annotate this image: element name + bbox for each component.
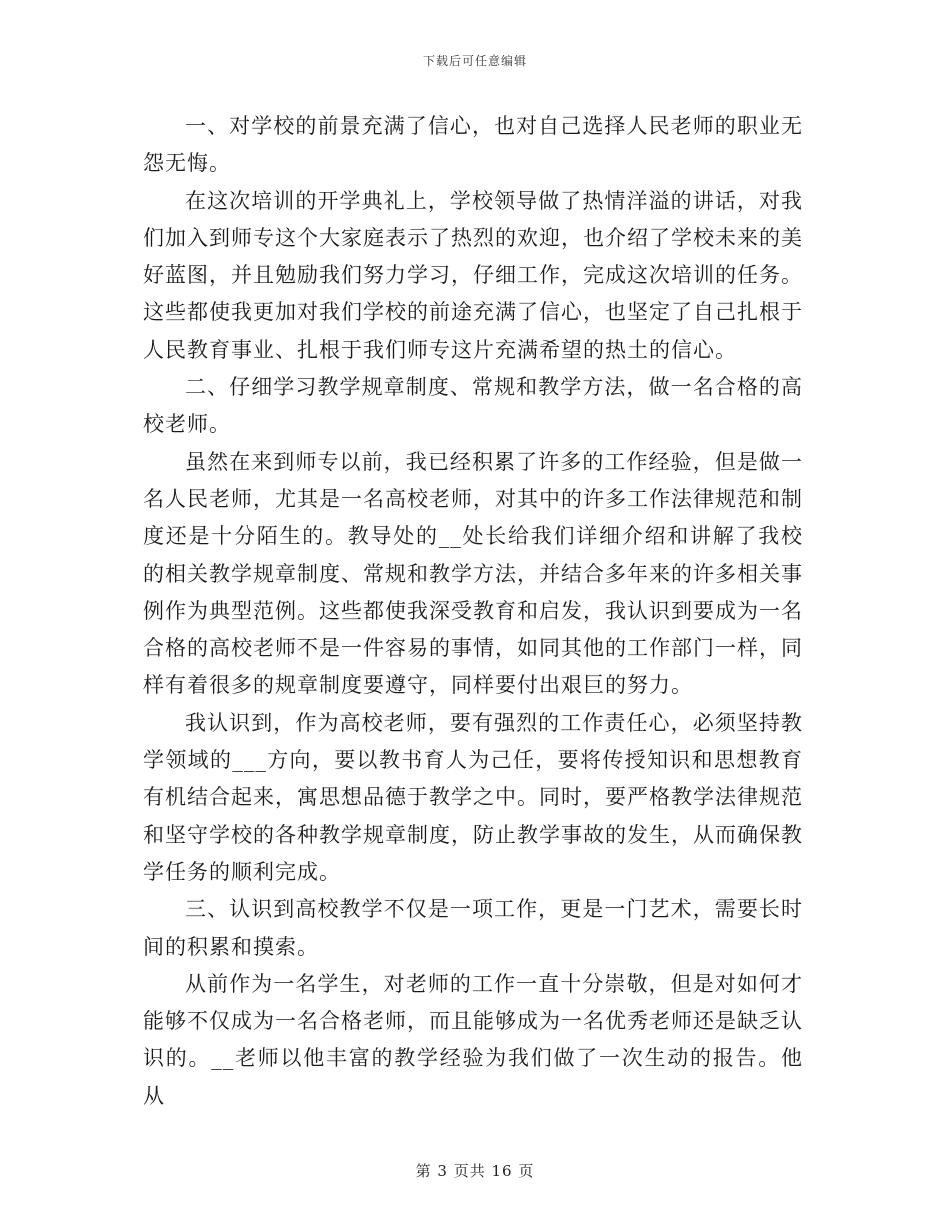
heading-paragraph-3: 三、认识到高校教学不仅是一项工作，更是一门艺术，需要长时间的积累和摸索。 (143, 897, 803, 959)
document-body (143, 108, 803, 1115)
body-paragraph-3: 我认识到，作为高校老师，要有强烈的工作责任心，必须坚持教学领域的___方向，要以教书育人为己任，要将传授知识和思想教育有机结合起来，寓思想品德于教学之中。同时，要严格教学法律规范和坚守学校的各种教学规章制度，防止教学事故的发生，从而确保教学任务的顺利完成。 (143, 710, 803, 884)
page-number: 第 3 页共 16 页 (415, 1162, 535, 1180)
body-paragraph-4: 从前作为一名学生，对老师的工作一直十分崇敬，但是对如何才能够不仅成为一名合格老师，而且能够成为一名优秀老师还是缺乏认识的。__老师以他丰富的教学经验为我们做了一次生动的报告。他从 (143, 971, 803, 1108)
body-paragraph-1: 在这次培训的开学典礼上，学校领导做了热情洋溢的讲话，对我们加入到师专这个大家庭表示了热烈的欢迎，也介绍了学校未来的美好蓝图，并且勉励我们努力学习，仔细工作，完成这次培训的任务。这些都使我更加对我们学校的前途充满了信心，也坚定了自己扎根于人民教育事业、扎根于我们师专这片充满希望的热土的信心。 (143, 188, 803, 362)
page-header: 下载后可任意编辑 (422, 54, 527, 68)
heading-paragraph-2: 二、仔细学习教学规章制度、常规和教学方法，做一名合格的高校老师。 (143, 375, 803, 437)
body-paragraph-2: 虽然在来到师专以前，我已经积累了许多的工作经验，但是做一名人民老师，尤其是一名高校老师，对其中的许多工作法律规范和制度还是十分陌生的。教导处的__处长给我们详细介绍和讲解了我校的相关教学规章制度、常规和教学方法，并结合多年来的许多相关事例作为典型范例。这些都使我深受教育和启发，我认识到要成为一名合格的高校老师不是一件容易的事情，如同其他的工作部门一样，同样有着很多的规章制度要遵守，同样要付出艰巨的努力。 (143, 449, 803, 698)
heading-paragraph-1: 一、对学校的前景充满了信心，也对自己选择人民老师的职业无怨无悔。 (143, 114, 803, 176)
